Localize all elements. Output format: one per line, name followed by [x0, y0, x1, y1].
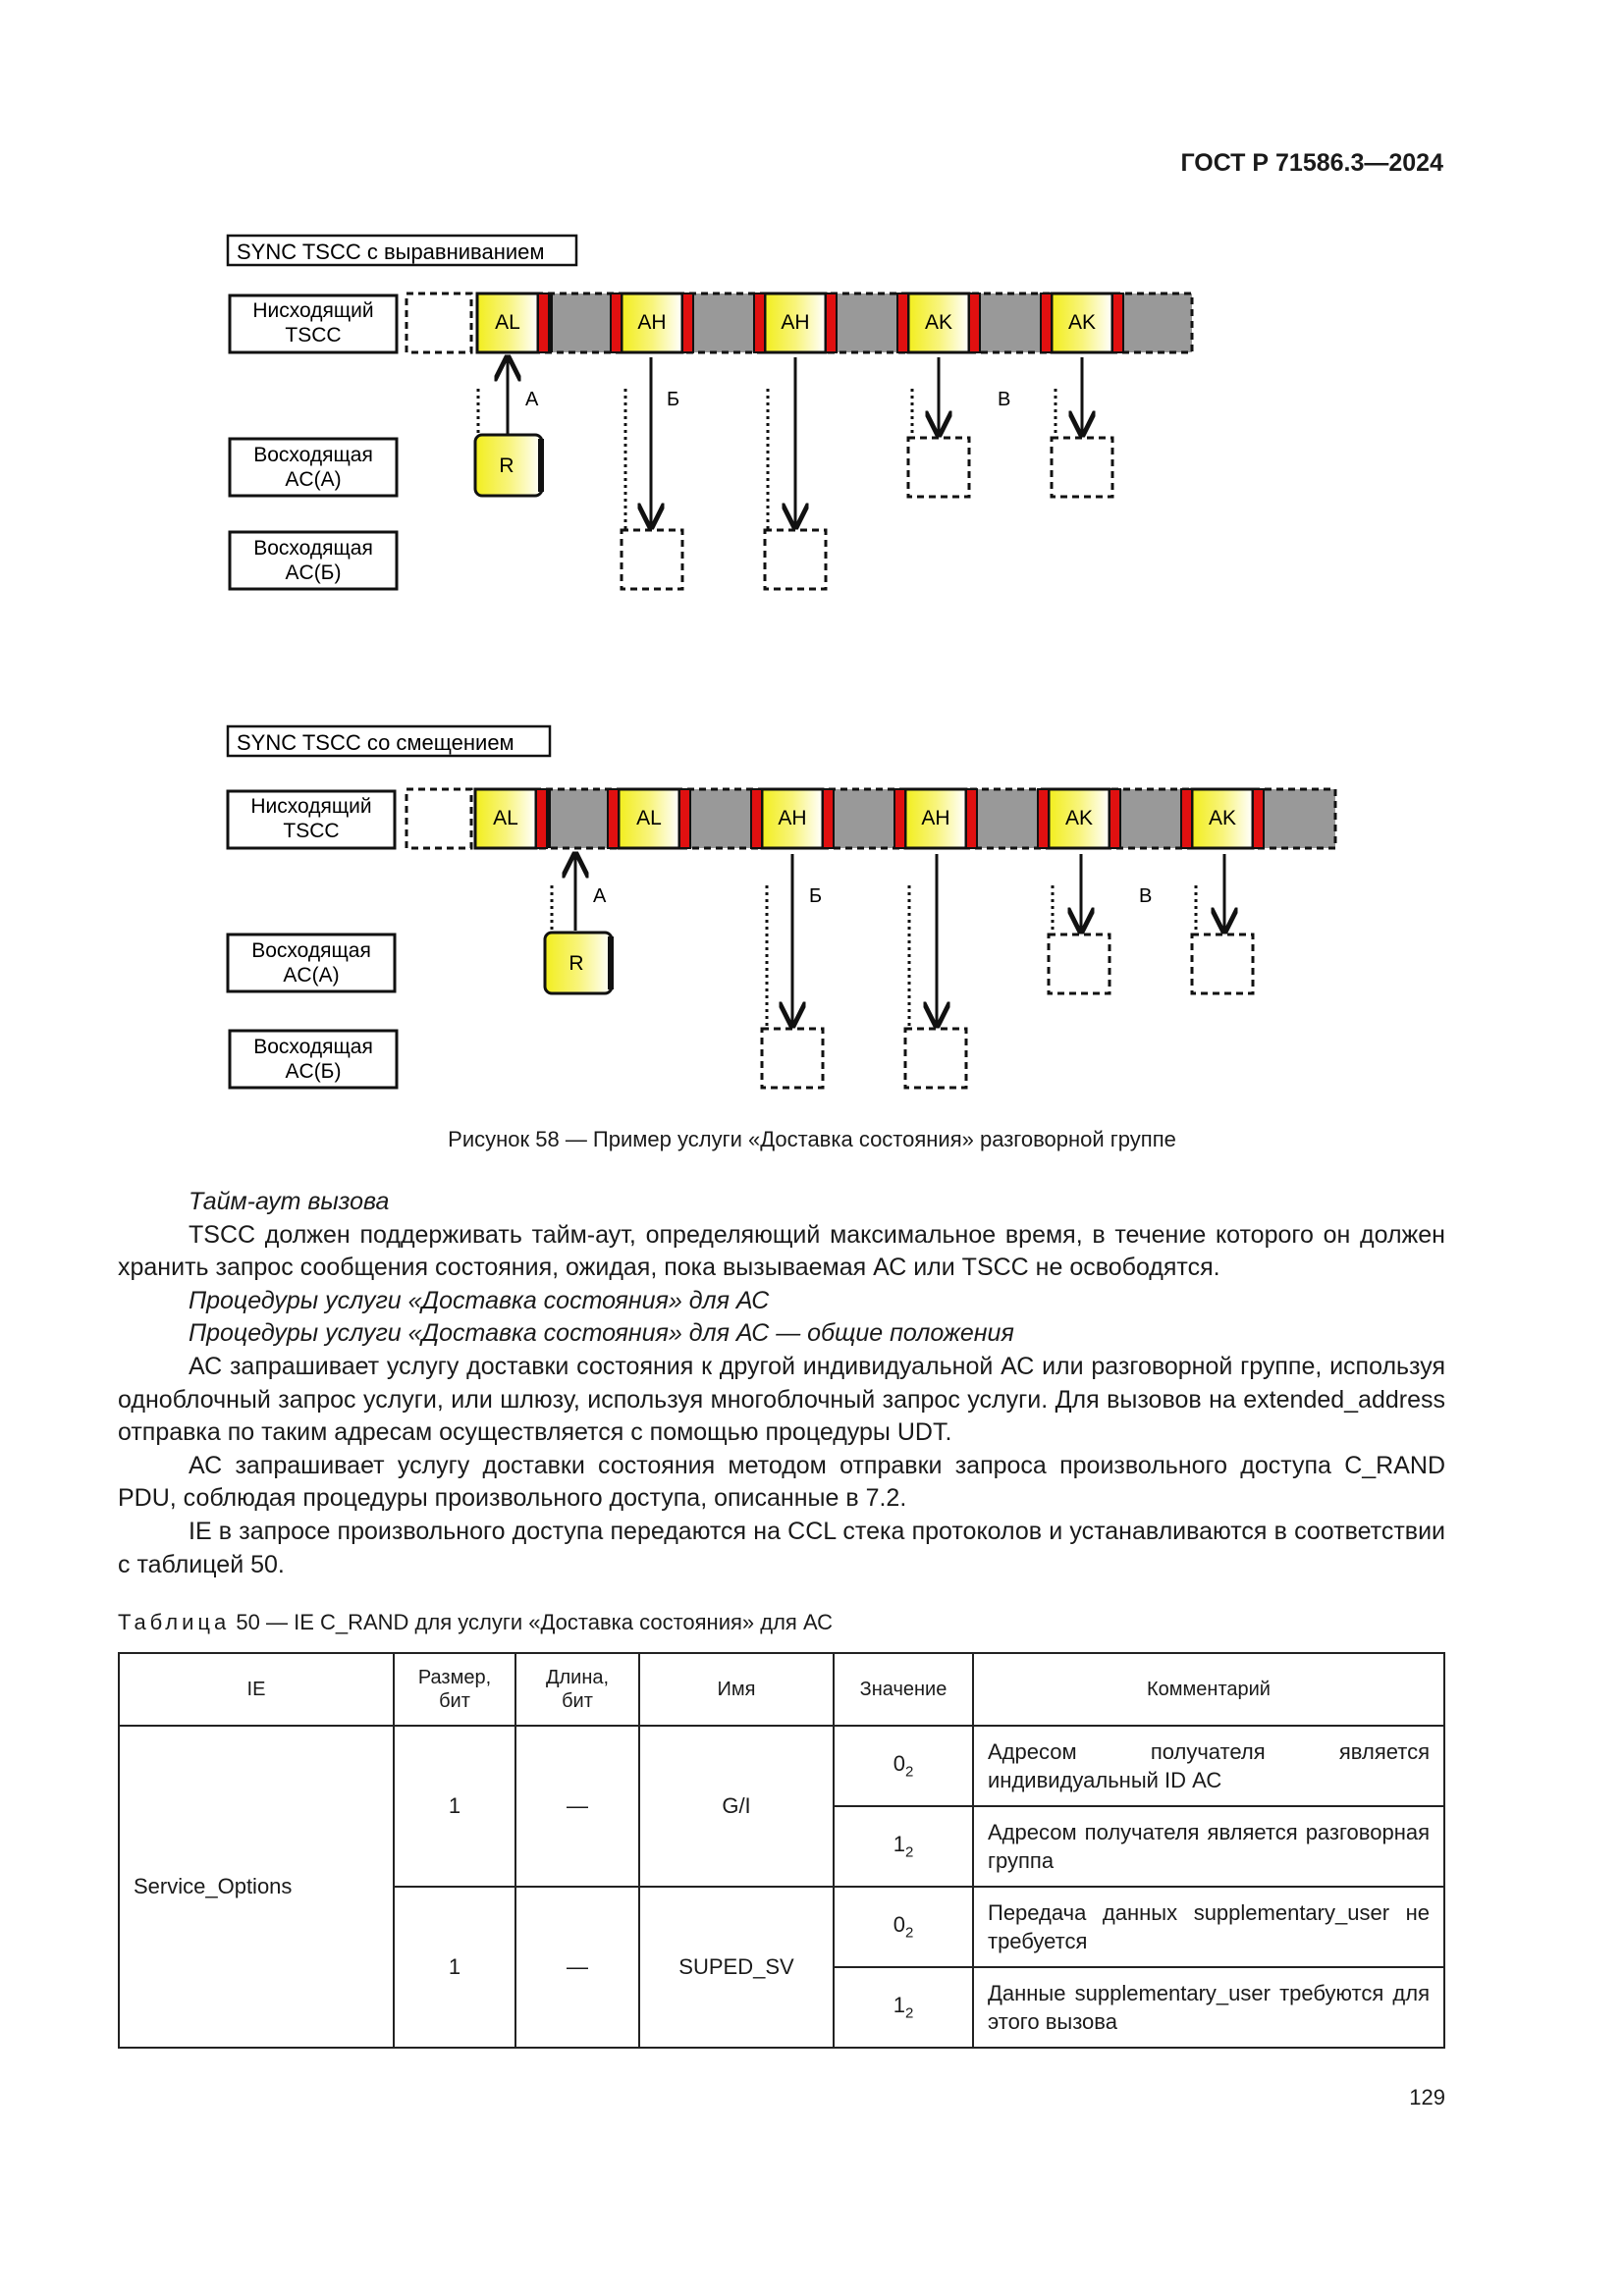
slot-2 [608, 789, 690, 848]
cell-value: $0_2$ [834, 1887, 973, 1967]
table-50 [118, 1652, 1445, 2049]
cell-name: SUPED_SV [639, 1887, 834, 2048]
col-ie: IE [119, 1653, 394, 1726]
col-comment: Комментарий [973, 1653, 1444, 1726]
table-row [119, 1726, 1444, 1806]
slot-4 [897, 294, 980, 352]
slot-label: AL [493, 807, 518, 829]
arrow-label-a: А [525, 389, 539, 410]
cell-name: G/I [639, 1726, 834, 1887]
slot-3 [751, 789, 834, 848]
slot-3 [754, 294, 837, 352]
table-caption [118, 1610, 833, 1635]
label-downlink: Нисходящий [252, 299, 374, 322]
label-downlink-2: TSCC [285, 324, 342, 347]
subheading-general: Процедуры услуги «Доставка состояния» для АС — общие положения [189, 1319, 1014, 1348]
cell-value: $1_2$ [834, 1967, 973, 2048]
arrow-label-c: В [998, 389, 1011, 410]
body-text [118, 1186, 1445, 1581]
label-downlink-2: TSCC [283, 820, 340, 842]
label-uplink-a-2: AC(A) [283, 964, 340, 987]
table-caption-word: Таблица [118, 1610, 231, 1634]
request-burst [475, 435, 544, 496]
diagram-offset [228, 726, 1335, 1088]
label-uplink-b: Восходящая [253, 1036, 373, 1058]
label-uplink-a-2: AC(A) [285, 468, 342, 491]
diagram-title: SYNC TSCC с выравниванием [237, 240, 545, 264]
cell-size: 1 [394, 1887, 515, 2048]
page-number: 129 [1409, 2085, 1445, 2109]
slot-label: AH [637, 311, 667, 334]
col-size: Размер, бит [394, 1653, 515, 1726]
col-length: Длина, бит [515, 1653, 639, 1726]
cell-comment: Передача данных supplementary_user не требуется [973, 1887, 1444, 1967]
label-uplink-b-2: AC(Б) [285, 561, 342, 584]
table-header-row [119, 1653, 1444, 1726]
slot-label: AK [1067, 311, 1097, 334]
slot-label: AL [636, 807, 662, 829]
cell-length: — [515, 1726, 639, 1887]
cell-value: $0_2$ [834, 1726, 973, 1806]
cell-comment: Адресом получателя является разговорная группа [973, 1806, 1444, 1887]
arrow-label-a: А [593, 885, 607, 907]
col-value: Значение [834, 1653, 973, 1726]
cell-ie: Service_Options [119, 1726, 394, 2048]
cell-size: 1 [394, 1726, 515, 1887]
cell-comment: Данные supplementary_user требуются для этого вызова [973, 1967, 1444, 2048]
document-id: ГОСТ Р 71586.3—2024 [1180, 149, 1443, 177]
cell-length: — [515, 1887, 639, 2048]
label-downlink: Нисходящий [250, 795, 372, 818]
paragraph: TSCC должен поддерживать тайм-аут, определяющий максимальное время, в течение которого он должен хранить запрос сообщения состояния, ожидая, пока вызываемая АС или TSCC не освободятся. [118, 1220, 1445, 1282]
slot-label: AH [778, 807, 807, 829]
slot-label: AH [781, 311, 810, 334]
slot-4 [894, 789, 977, 848]
slot-5 [1038, 789, 1120, 848]
slot-2 [611, 294, 693, 352]
subheading-procedures: Процедуры услуги «Доставка состояния» для АС [189, 1286, 770, 1314]
label-uplink-a: Восходящая [253, 444, 373, 466]
cell-value: $1_2$ [834, 1806, 973, 1887]
request-burst [545, 933, 614, 993]
arrow-label-c: В [1139, 885, 1153, 907]
subheading-timeout: Тайм-аут вызова [189, 1188, 390, 1215]
label-uplink-b-2: AC(Б) [285, 1060, 342, 1083]
slot-1 [477, 294, 553, 352]
col-name: Имя [639, 1653, 834, 1726]
slot-5 [1041, 294, 1123, 352]
diagram-aligned [228, 236, 1192, 589]
figure-58 [0, 0, 1624, 1119]
paragraph: АС запрашивает услугу доставки состояния к другой индивидуальной АС или разговорной группе, используя одноблочный запрос услуги, или шлюзу, используя многоблочный запрос услуги. Для вызовов на extended_address отправка по таким адресам осуществляется с помощью процедуры UDT. [118, 1352, 1445, 1447]
table-caption-text: 50 — IE C_RAND для услуги «Доставка состояния» для АС [236, 1610, 834, 1634]
slot-1 [475, 789, 551, 848]
arrow-label-b: Б [809, 885, 823, 907]
slot-label: AL [495, 311, 520, 334]
label-uplink-a: Восходящая [251, 939, 371, 962]
figure-caption: Рисунок 58 — Пример услуги «Доставка состояния» разговорной группе [448, 1127, 1176, 1151]
diagram-title: SYNC TSCC со смещением [237, 730, 514, 755]
slot-label: AK [924, 311, 953, 334]
slot-label: AK [1064, 807, 1094, 829]
slot-label: AH [921, 807, 950, 829]
paragraph: IE в запросе произвольного доступа передаются на CCL стека протоколов и устанавливаются в соответствии с таблицей 50. [118, 1517, 1445, 1578]
arrow-label-b: Б [667, 389, 680, 410]
request-label: R [499, 454, 514, 477]
label-uplink-b: Восходящая [253, 537, 373, 560]
paragraph: АС запрашивает услугу доставки состояния методом отправки запроса произвольного доступа C_RAND PDU, соблюдая процедуры произвольного доступа, описанные в 7.2. [118, 1451, 1445, 1513]
slot-label: AK [1208, 807, 1237, 829]
slot-6 [1181, 789, 1264, 848]
cell-comment: Адресом получателя является индивидуальный ID АС [973, 1726, 1444, 1806]
request-label: R [568, 952, 584, 975]
